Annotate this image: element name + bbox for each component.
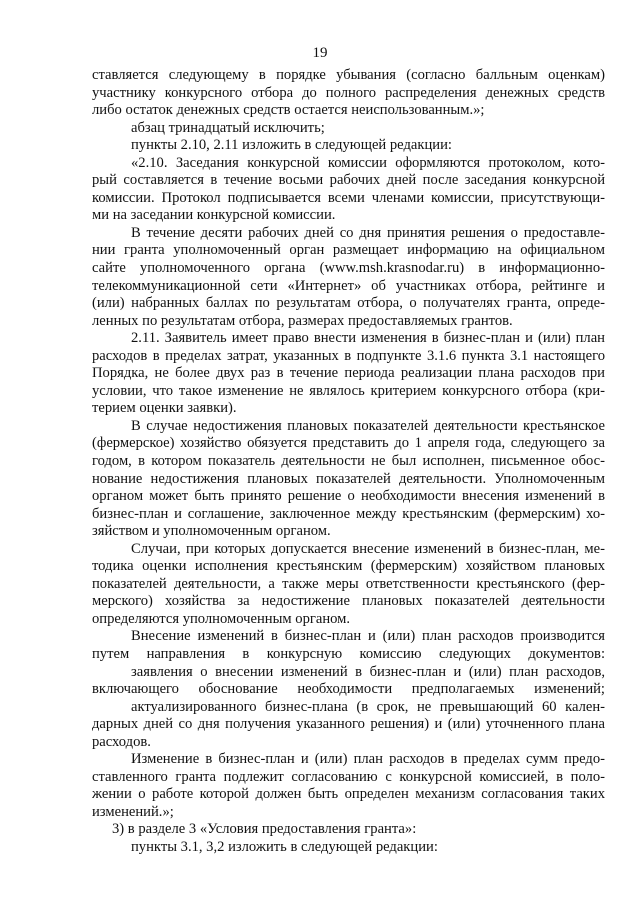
page-number: 19 bbox=[312, 45, 328, 61]
text-line: годом, в котором показатель деятельности не был исполнен, письменное обос- bbox=[92, 453, 605, 469]
text-line: актуализированного бизнес-плана (в срок, не превышающий 60 кален- bbox=[131, 698, 605, 715]
text-line: терием оценки заявки). bbox=[92, 400, 237, 417]
text-line: Порядка, не более двух раз в течение периода реализации плана расходов при bbox=[92, 365, 605, 382]
text-line: нование недостижения плановых показателей деятельности. Уполномоченным bbox=[92, 470, 605, 487]
text-line: телекоммуникационной сети «Интернет» об участниках отбора, рейтинге и bbox=[92, 277, 605, 294]
text-line: Изменение в бизнес-план и (или) план расходов в пределах сумм предо- bbox=[131, 751, 605, 768]
text-line: Внесение изменений в бизнес-план и (или) план расходов производится bbox=[131, 628, 605, 645]
text-line: сайте уполномоченного органа (www.msh.krasnodar.ru) в информационно- bbox=[92, 260, 605, 276]
text-line: бизнес-план и соглашение, заключенное между крестьянским (фермерским) хо- bbox=[92, 505, 605, 522]
text-line: ми на заседании конкурсной комиссии. bbox=[92, 207, 336, 224]
text-line: жении о работе которой должен быть определен механизм согласования таких bbox=[92, 786, 605, 803]
text-line: 3) в разделе 3 «Условия предоставления гранта»: bbox=[112, 821, 417, 838]
text-line: мерского) хозяйства за недостижение плановых показателей деятельности bbox=[92, 593, 605, 610]
text-line: рый составляется в течение восьми рабочих дней после заседания конкурсной bbox=[92, 172, 605, 189]
text-line: В случае недостижения плановых показателей деятельности крестьянское bbox=[131, 417, 605, 434]
text-line: расходов в пределах затрат, указанных в подпункте 3.1.6 пункта 3.1 настоящего bbox=[92, 347, 605, 364]
text-line: абзац тринадцатый исключить; bbox=[131, 119, 325, 136]
text-line: включающего обоснование необходимости предполагаемых изменений; bbox=[92, 681, 605, 698]
text-line: пункты 3.1, 3,2 изложить в следующей редакции: bbox=[131, 839, 438, 855]
text-line: ставляется следующему в порядке убывания (согласно балльным оценкам) bbox=[92, 67, 605, 83]
text-line: дарных дней со дня получения указанного решения) и (или) уточненного плана bbox=[92, 716, 605, 733]
text-line: В течение десяти рабочих дней со дня принятия решения о предоставле- bbox=[131, 224, 605, 241]
text-line: тодика оценки исполнения крестьянским (фермерским) хозяйством плановых bbox=[92, 558, 605, 575]
text-line: расходов. bbox=[92, 733, 151, 750]
text-line: органом может быть принято решение о необходимости внесения изменений в bbox=[92, 488, 605, 505]
text-line: комиссии. Протокол подписывается всеми членами комиссии, присутствующи- bbox=[92, 189, 605, 206]
text-line: путем направления в конкурсную комиссию следующих документов: bbox=[92, 646, 605, 662]
text-line: либо остаток денежных средств остается неиспользованным.»; bbox=[92, 102, 485, 119]
text-line: участнику конкурсного отбора до полного распределения денежных средств bbox=[92, 84, 605, 101]
text-line: (фермерское) хозяйство обязуется представить до 1 апреля года, следующего за bbox=[92, 435, 605, 452]
text-line: Случаи, при которых допускается внесение изменений в бизнес-план, ме- bbox=[131, 540, 605, 557]
text-line: (или) набранных баллах по результатам отбора, о получателях гранта, опреде- bbox=[92, 295, 605, 312]
text-line: 2.11. Заявитель имеет право внести изменения в бизнес-план и (или) план bbox=[131, 330, 605, 347]
text-line: нии гранта уполномоченный орган размещает информацию на официальном bbox=[92, 242, 605, 259]
text-line: показателей деятельности, а также меры ответственности крестьянского (фер- bbox=[92, 575, 605, 592]
text-line: условии, что такое изменение не являлось критерием конкурсного отбора (кри- bbox=[92, 382, 605, 399]
text-line: «2.10. Заседания конкурсной комиссии оформляются протоколом, кото- bbox=[131, 154, 605, 171]
text-line: определяются уполномоченным органом. bbox=[92, 610, 351, 627]
text-line: ленных по результатам отбора, размерах предоставляемых грантов. bbox=[92, 312, 513, 329]
text-line: пункты 2.10, 2.11 изложить в следующей редакции: bbox=[131, 137, 452, 154]
text-line: ставленного гранта подлежит согласованию с конкурсной комиссией, в поло- bbox=[92, 768, 605, 785]
text-line: заявления о внесении изменений в бизнес-план и (или) план расходов, bbox=[131, 663, 605, 680]
text-line: изменений.»; bbox=[92, 803, 174, 820]
text-line: зяйством и уполномоченным органом. bbox=[92, 523, 331, 540]
